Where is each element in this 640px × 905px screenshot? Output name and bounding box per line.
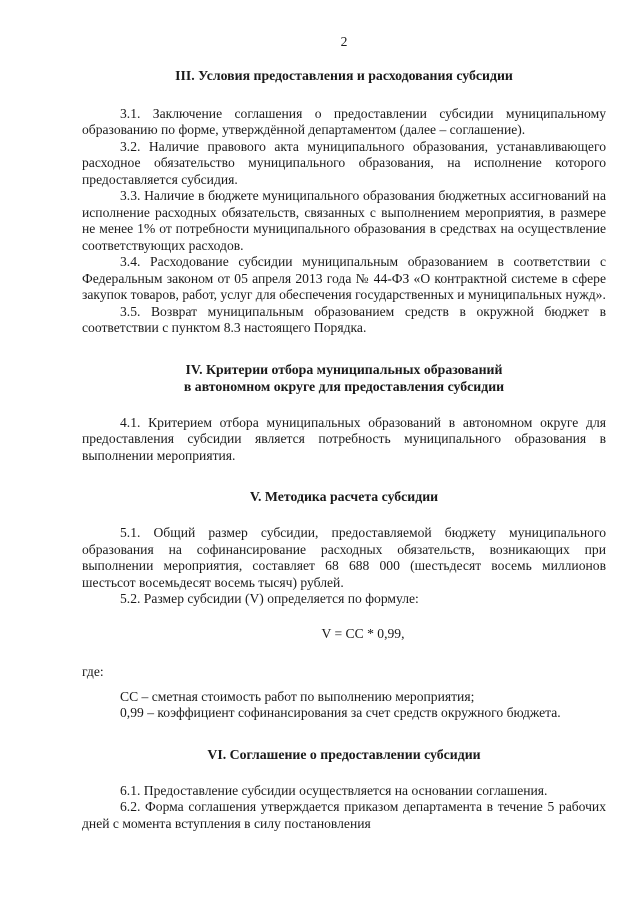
paragraph-4-1: 4.1. Критерием отбора муниципальных образований в автономном округе для предоставления субсидии является потребность муниципального образования в выполнении мероприятия. <box>82 414 606 463</box>
paragraph-3-2: 3.2. Наличие правового акта муниципального образования, устанавливающего расходное обязательство муниципального образования, на исполнение которого предоставляется субсидия. <box>82 138 606 187</box>
section-v-heading <box>82 488 606 505</box>
paragraph-6-2: 6.2. Форма соглашения утверждается приказом департамента в течение 5 рабочих дней с момента вступления в силу постановления <box>82 799 606 831</box>
section-title: V. Методика расчета субсидии <box>249 489 439 504</box>
section-vi-body <box>82 783 606 833</box>
section-iii <box>82 67 606 84</box>
section-title: VI. Соглашение о предоставлении субсидии <box>207 746 481 762</box>
formula: V = CC * 0,99, <box>321 625 405 641</box>
paragraph-3-5: 3.5. Возврат муниципальным образованием средств в окружной бюджет в соответствии с пунктом 8.3 настоящего Порядка. <box>82 303 606 335</box>
section-title: III. Условия предоставления и расходования субсидии <box>175 67 513 83</box>
paragraph-5-2: 5.2. Размер субсидии (V) определяется по формуле: <box>120 591 419 606</box>
section-iv-body <box>82 415 606 465</box>
definition-coefficient: 0,99 – коэффициент софинансирования за счет средств окружного бюджета. <box>120 705 561 720</box>
section-title-line2: в автономном округе для предоставления субсидии <box>183 378 505 394</box>
definition-cc: CC – сметная стоимость работ по выполнению мероприятия; <box>120 688 475 704</box>
section-iii-body <box>82 106 606 337</box>
paragraph-3-1: 3.1. Заключение соглашения о предоставлении субсидии муниципальному образованию по форме, утверждённой департаментом (далее – соглашение). <box>82 105 606 137</box>
page-number: 2 <box>340 34 348 49</box>
section-iv-heading <box>82 361 606 395</box>
paragraph-5-1: 5.1. Общий размер субсидии, предоставляемой бюджету муниципального образования на софинансирование расходных обязательств, возникающих при выполнении мероприятия, составляет 68 688 000 (шестьдесят восемь миллионов шестьсот восемьдесят восемь тысяч) рублей. <box>82 525 606 590</box>
section-v-body <box>82 525 606 722</box>
paragraph-3-3: 3.3. Наличие в бюджете муниципального образования бюджетных ассигнований на исполнение расходных обязательств, связанных с выполнением мероприятия, в размере не менее 1% от потребности муниципального образования в средствах на осуществление соответствующих расходов. <box>82 188 606 253</box>
paragraph-6-1: 6.1. Предоставление субсидии осуществляется на основании соглашения. <box>120 782 548 798</box>
where-label: где: <box>82 664 104 679</box>
section-title: IV. Критерии отбора муниципальных образований <box>185 361 503 377</box>
paragraph-3-4: 3.4. Расходование субсидии муниципальным образованием в соответствии с Федеральным законом от 05 апреля 2013 года № 44-ФЗ «О контрактной системе в сфере закупок товаров, работ, услуг для обеспечения государственных и муниципальных нужд». <box>82 254 606 302</box>
section-vi-heading <box>82 746 606 763</box>
